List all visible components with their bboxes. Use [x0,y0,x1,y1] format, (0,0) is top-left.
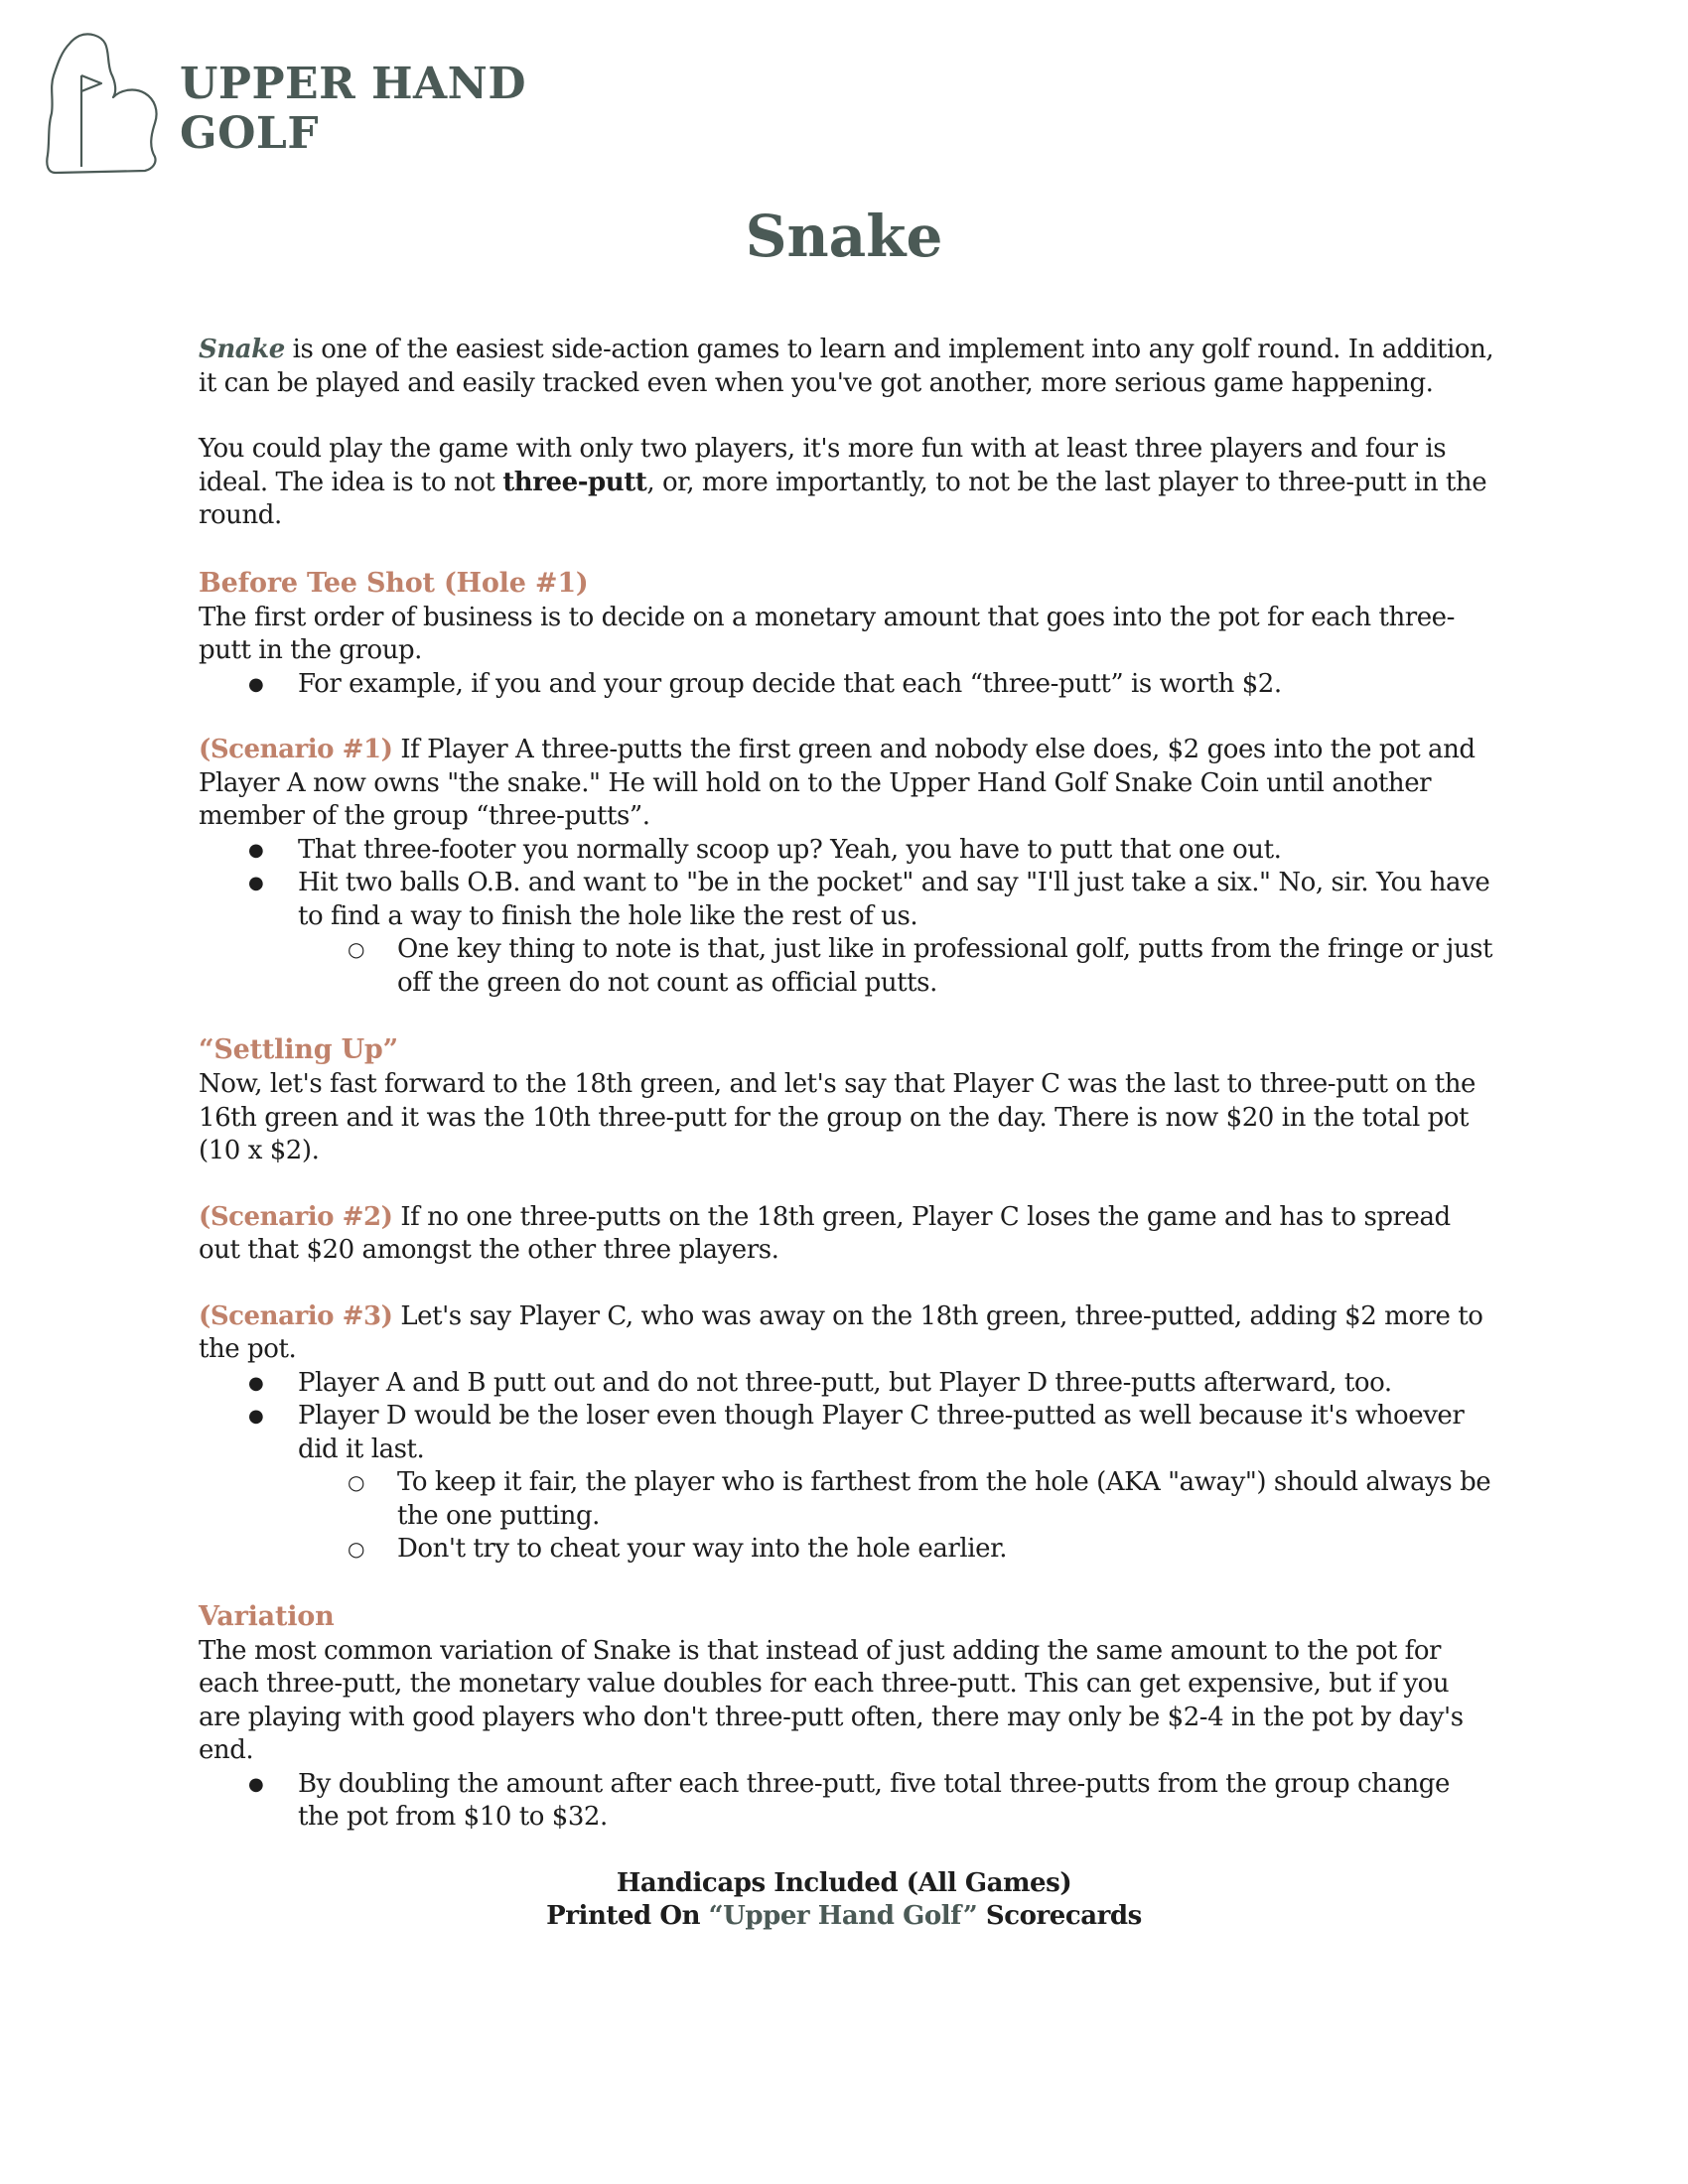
list-item: ● Player A and B putt out and do not three-putt, but Player D three-putts afterward, too. [199,1367,1494,1401]
brand-line1: UPPER HAND [180,59,527,109]
three-putt-term: three-putt [502,467,647,497]
michigan-flag-icon [44,30,173,179]
section-heading-before-tee: Before Tee Shot (Hole #1) [199,567,589,599]
before-tee-text: The first order of business is to decide on a monetary amount that goes into the pot for each three-putt in the group. [199,602,1455,665]
scenario-3-paragraph: (Scenario #3) Let's say Player C, who was away on the 18th green, three-putted, adding $2 more to the pot. [199,1300,1483,1364]
list-item: ● Hit two balls O.B. and want to "be in the pocket" and say "I'll just take a six." No, sir. You have to find a way to finish the hole like the rest of us. [199,867,1494,933]
sub-list-item: ○ To keep it fair, the player who is farthest from the hole (AKA "away") should always be the one putting. [199,1466,1494,1533]
scenario-1-paragraph: (Scenario #1) If Player A three-putts the first green and nobody else does, $2 goes into the pot and Player A now owns "the snake." He will hold on to the Upper Hand Golf Snake Coin until another member of the group “three-putts”. [199,735,1476,831]
scenario-1-list [199,834,1494,1001]
settling-up-text: Now, let's fast forward to the 18th green, and let's say that Player C was the last to three-putt on the 16th green and it was the 10th three-putt for the group on the day. There is now $20 in the total pot (10 x $2). [199,1069,1476,1165]
brand-logo [44,30,560,179]
sub-list-item: ○ One key thing to note is that, just like in professional golf, putts from the fringe or just off the green do not count as official putts. [199,933,1494,1000]
footer-brand: “Upper Hand Golf” [708,1901,978,1931]
footer-note [0,1867,1688,1934]
document-body [199,334,1494,1934]
scenario-2-paragraph: (Scenario #2) If no one three-putts on the 18th green, Player C loses the game and has to spread out that $20 amongst the other three players. [199,1201,1451,1265]
sub-list-item: ○ Don't try to cheat your way into the hole earlier. [199,1533,1494,1567]
section-heading-settling-up: “Settling Up” [199,1034,398,1065]
footer-line-2: Printed On “Upper Hand Golf” Scorecards [546,1901,1142,1931]
intro-paragraph-2: You could play the game with only two players, it's more fun with at least three players and four is ideal. The idea is to not three-putt, or, more importantly, to not be the last player to three-putt in the round. [199,434,1487,530]
snake-term: Snake [199,335,285,364]
variation-text: The most common variation of Snake is that instead of just adding the same amount to the pot for each three-putt, the monetary value doubles for each three-putt. This can get expensive, but if you are playing with good players who don't three-putt often, there may only be $2-4 in the pot by day's end. [199,1635,1464,1765]
scenario-1-label: (Scenario #1) [199,735,393,764]
scenario-2-label: (Scenario #2) [199,1201,393,1232]
list-item: ● For example, if you and your group decide that each “three-putt” is worth $2. [199,668,1494,702]
list-item: ● By doubling the amount after each three-putt, five total three-putts from the group change the pot from $10 to $32. [199,1768,1494,1835]
before-tee-list [199,668,1494,702]
brand-line2: GOLF [180,108,320,159]
list-item: ● Player D would be the loser even though Player C three-putted as well because it's whoever did it last. [199,1400,1494,1466]
scenario-3-list [199,1367,1494,1567]
page-title: Snake [745,203,943,270]
list-item: ● That three-footer you normally scoop up? Yeah, you have to putt that one out. [199,834,1494,868]
intro-paragraph-1: Snake is one of the easiest side-action games to learn and implement into any golf round. In addition, it can be played and easily tracked even when you've got another, more serious game happening. [199,335,1494,398]
brand-wordmark [180,60,526,159]
scenario-3-label: (Scenario #3) [199,1300,393,1331]
footer-line-1: Handicaps Included (All Games) [616,1867,1072,1898]
section-heading-variation: Variation [199,1600,335,1632]
variation-list [199,1768,1494,1835]
